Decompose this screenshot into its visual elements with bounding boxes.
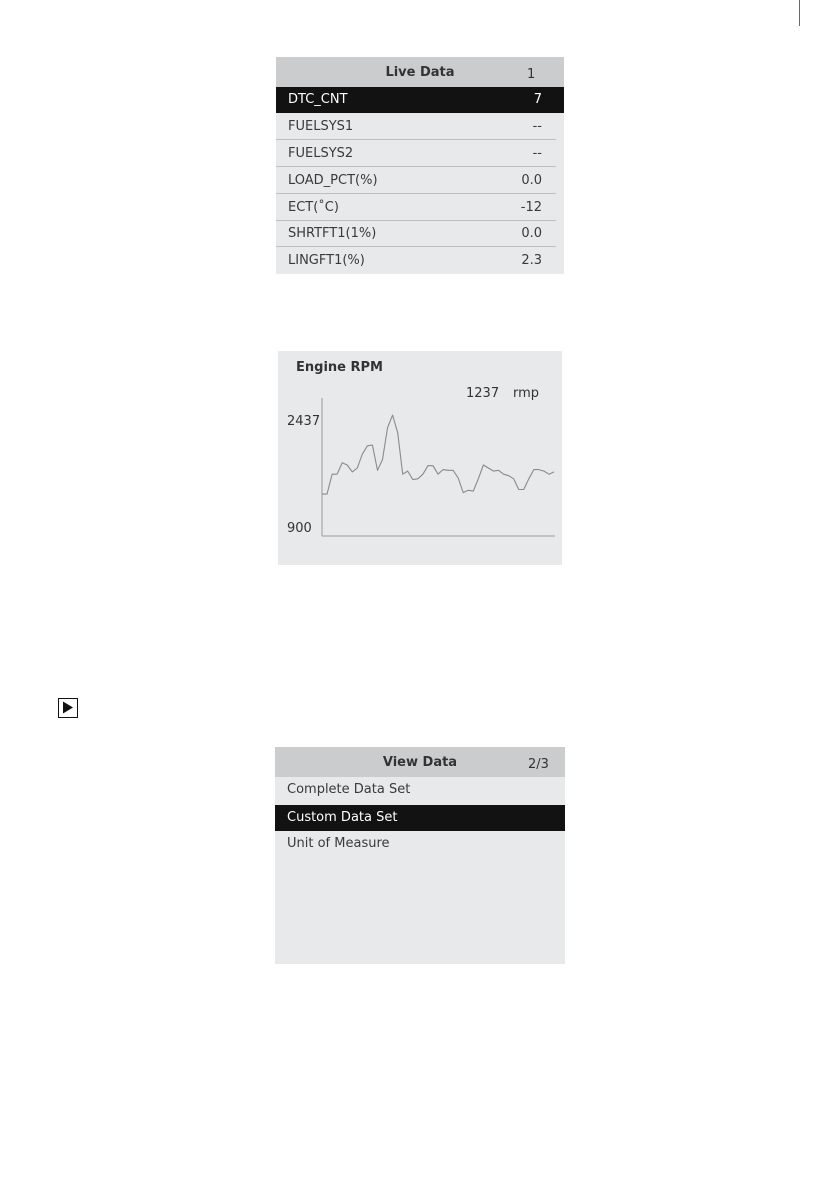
data-row-fuelsys1[interactable] bbox=[276, 114, 564, 140]
row-divider bbox=[276, 193, 556, 194]
menu-item-label: Unit of Measure bbox=[287, 836, 390, 851]
engine-rpm-chart bbox=[278, 351, 562, 565]
crop-mark bbox=[799, 0, 800, 26]
data-row-load-pct[interactable] bbox=[276, 168, 564, 194]
view-data-page-number: 2/3 bbox=[528, 757, 549, 772]
data-row-dtc-cnt[interactable] bbox=[276, 87, 564, 113]
row-label: SHRTFT1(1%) bbox=[288, 226, 377, 241]
row-label: LINGFT1(%) bbox=[288, 253, 365, 268]
graph-current-value: 1237 bbox=[466, 386, 500, 401]
menu-item-complete-data-set[interactable] bbox=[275, 777, 565, 803]
view-data-title: View Data bbox=[382, 755, 458, 770]
data-row-ect[interactable] bbox=[276, 195, 564, 221]
live-data-screen bbox=[276, 57, 564, 274]
engine-rpm-graph-screen bbox=[278, 351, 562, 565]
graph-title: Engine RPM bbox=[296, 360, 383, 375]
data-row-fuelsys2[interactable] bbox=[276, 141, 564, 167]
graph-unit: rmp bbox=[513, 386, 540, 401]
menu-item-unit-of-measure[interactable] bbox=[275, 831, 565, 857]
menu-item-label: Custom Data Set bbox=[287, 810, 398, 825]
row-label: LOAD_PCT(%) bbox=[288, 173, 378, 188]
view-data-screen bbox=[275, 747, 565, 964]
play-triangle-icon bbox=[59, 699, 76, 716]
play-icon bbox=[58, 698, 78, 718]
row-divider bbox=[276, 139, 556, 140]
rpm-series-line bbox=[322, 415, 554, 494]
row-value: -12 bbox=[520, 200, 542, 215]
graph-y-min-label: 900 bbox=[287, 521, 312, 536]
live-data-title: Live Data bbox=[385, 65, 455, 80]
row-divider bbox=[276, 246, 556, 247]
menu-item-label: Complete Data Set bbox=[287, 782, 411, 797]
menu-item-custom-data-set[interactable] bbox=[275, 805, 565, 831]
row-value: 0.0 bbox=[521, 226, 542, 241]
live-data-header bbox=[276, 57, 564, 87]
row-value: 0.0 bbox=[521, 173, 542, 188]
row-value: -- bbox=[532, 146, 542, 161]
row-value: 7 bbox=[533, 92, 542, 107]
live-data-page-number: 1 bbox=[527, 67, 536, 82]
row-label: DTC_CNT bbox=[288, 92, 348, 107]
view-data-header bbox=[275, 747, 565, 777]
data-row-shrtft1[interactable] bbox=[276, 221, 564, 247]
row-divider bbox=[276, 166, 556, 167]
data-row-lingft1[interactable] bbox=[276, 248, 564, 274]
row-label: FUELSYS2 bbox=[288, 146, 354, 161]
row-label: FUELSYS1 bbox=[288, 119, 354, 134]
row-label: ECT(˚C) bbox=[288, 200, 339, 215]
row-value: -- bbox=[532, 119, 542, 134]
graph-y-max-label: 2437 bbox=[287, 414, 321, 429]
row-value: 2.3 bbox=[521, 253, 542, 268]
